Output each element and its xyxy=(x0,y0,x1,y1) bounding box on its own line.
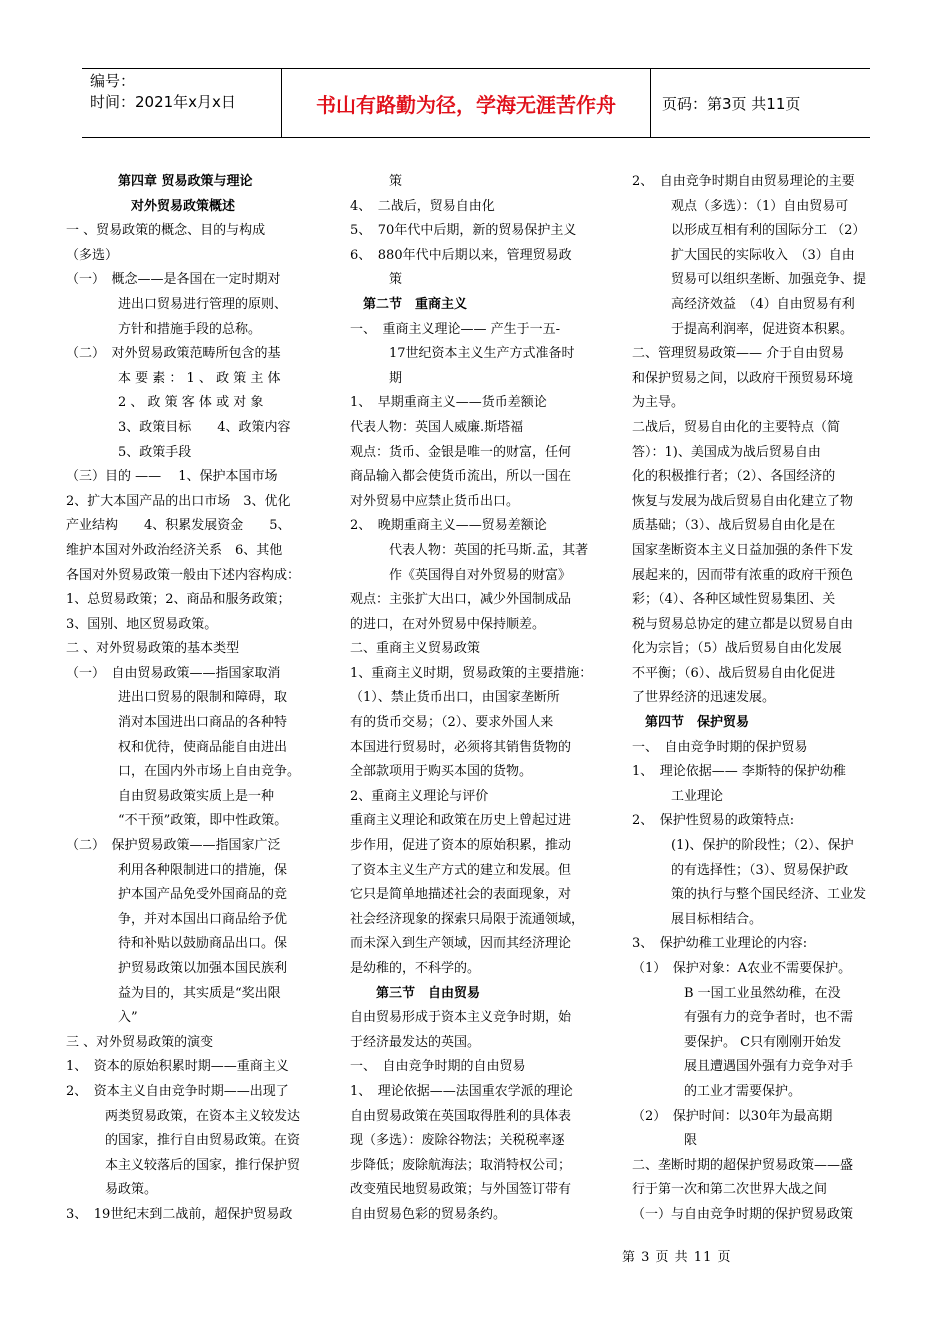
text-line: 现（多选）：废除谷物法；关税税率逐 xyxy=(350,1133,565,1149)
text-line: 本主义较落后的国家，推行保护贸 xyxy=(66,1157,301,1173)
text-line: 观点：货币、金银是唯一的财富，任何 xyxy=(350,444,572,460)
text-line: 展目标相结合。 xyxy=(632,911,763,927)
text-line: 利用各种限制进口的措施，保 xyxy=(66,862,288,878)
text-line: 2、 保护性贸易的政策特点: xyxy=(632,813,795,829)
text-line: 三 、对外贸易政策的演变 xyxy=(66,1034,214,1050)
header-meta xyxy=(82,69,282,137)
text-line: 权和优待，使商品能自由进出 xyxy=(66,739,288,755)
text-line: 一、 自由竞争时期的保护贸易 xyxy=(632,739,808,755)
text-line: （一） 自由贸易政策——指国家取消 xyxy=(66,665,281,681)
text-line: 自由贸易形成于资本主义竞争时期，始 xyxy=(350,1010,572,1026)
text-line: 本国进行贸易时，必须将其销售货物的 xyxy=(350,739,572,755)
text-line: 维护本国对外政治经济关系 6、其他 xyxy=(66,542,283,558)
text-line: 全部款项用于购买本国的货物。 xyxy=(350,764,533,780)
text-line: 步作用，促进了资本的原始积累，推动 xyxy=(350,838,572,854)
text-line: 的有选择性；（3）、贸易保护政 xyxy=(632,862,849,878)
text-line: 重商主义理论和政策在历史上曾起过进 xyxy=(350,813,572,829)
text-column-3 xyxy=(632,170,888,1228)
text-line: 为主导。 xyxy=(632,395,685,411)
text-column-2 xyxy=(350,170,604,1228)
text-line: 1、总贸易政策；2、商品和服务政策； xyxy=(66,592,291,608)
text-line: 自由贸易政策实质上是一种 xyxy=(66,788,275,804)
header-motto: 书山有路勤为径，学海无涯苦作舟 xyxy=(282,69,651,137)
text-line: 它只是简单地描述社会的表面现象，对 xyxy=(350,887,572,903)
text-line: 进出口贸易的限制和障碍，取 xyxy=(66,690,288,706)
text-line: 一 、贸易政策的概念、目的与构成 xyxy=(66,223,266,239)
text-line: 是幼稚的，不科学的。 xyxy=(350,961,481,976)
text-line: 争，并对本国出口商品给予优 xyxy=(66,911,288,927)
text-line: 2、 资本主义自由竞争时期——出现了 xyxy=(66,1083,289,1099)
text-line: 代表人物：英国人威廉.斯塔福 xyxy=(350,419,524,435)
text-line: 二战后，贸易自由化的主要特点（简 xyxy=(632,419,841,435)
text-line: 步降低；废除航海法；取消特权公司； xyxy=(350,1157,572,1173)
text-line: 展起来的，因而带有浓重的政府干预色 xyxy=(632,567,854,583)
header-page-info: 页码：第3页 共11页 xyxy=(662,94,801,113)
time-label: 时间：2021年x月x日 xyxy=(90,93,236,111)
text-line: 策 xyxy=(350,272,403,288)
text-line: 社会经济现象的探索只局限于流通领域， xyxy=(350,911,585,927)
text-line: 的国家，推行自由贸易政策。在资 xyxy=(66,1133,301,1149)
text-line: 策 xyxy=(350,174,403,189)
text-line: 彩；（4）、各种区域性贸易集团、关 xyxy=(632,592,836,608)
text-line: 1、 理论依据—— 李斯特的保护幼稚 xyxy=(632,764,846,780)
text-line: 消对本国进出口商品的各种特 xyxy=(66,715,288,731)
text-line: 2、扩大本国产品的出口市场 3、优化 xyxy=(66,493,291,509)
text-line: 不平衡；（6）、战后贸易自由化促进 xyxy=(632,665,836,681)
text-line: 5、 70年代中后期，新的贸易保护主义 xyxy=(350,223,577,239)
text-line: 1、 资本的原始积累时期——重商主义 xyxy=(66,1059,289,1075)
text-line: 两类贸易政策，在资本主义较发达 xyxy=(66,1108,301,1124)
text-line: 一、 重商主义理论—— 产生于一五- xyxy=(350,321,561,337)
text-line: 入” xyxy=(66,1010,138,1026)
text-line: 观点（多选）：（1）自由贸易可 xyxy=(632,198,849,214)
text-line: 于经济最发达的英国。 xyxy=(350,1034,481,1050)
text-line: 以形成互相有利的国际分工 （2） xyxy=(632,223,866,239)
text-line: “不干预”政策，即中性政策。 xyxy=(66,813,288,829)
text-line: 益为目的，其实质是“奖出限 xyxy=(66,985,281,1001)
text-line: 工业理论 xyxy=(632,788,724,804)
text-line: 1、 理论依据——法国重农学派的理论 xyxy=(350,1083,573,1099)
text-line: 了世界经济的迅速发展。 xyxy=(632,690,776,706)
text-line: （1）、禁止货币出口，由国家垄断所 xyxy=(350,690,560,706)
text-line: 产业结构 4、积累发展资金 5、 xyxy=(66,518,291,534)
text-line: （二） 对外贸易政策范畴所包含的基 xyxy=(66,346,281,362)
text-line: 限 xyxy=(632,1133,698,1149)
text-line: 17世纪资本主义生产方式准备时 xyxy=(350,346,575,362)
text-line: 各国对外贸易政策一般由下述内容构成： xyxy=(66,567,301,583)
text-line: 方针和措施手段的总称。 xyxy=(66,321,262,337)
text-line: 有强有力的竞争者时，也不需 xyxy=(632,1010,854,1026)
text-line: 对外贸易政策概述 xyxy=(66,198,236,214)
text-line: 于提高利润率，促进资本积累。 xyxy=(632,321,854,337)
text-line: 进出口贸易进行管理的原则、 xyxy=(66,296,288,312)
text-line: （三）目的 —— 1、保护本国市场 xyxy=(66,469,278,485)
text-line: B 一国工业虽然幼稚，在没 xyxy=(632,985,841,1001)
text-line: 第二节 重商主义 xyxy=(350,296,468,312)
text-line: 商品输入都会使货币流出，所以一国在 xyxy=(350,469,572,485)
text-line: 易政策。 xyxy=(66,1182,158,1198)
text-line: 3、 19世纪末到二战前，超保护贸易政 xyxy=(66,1206,293,1222)
text-line: 6、 880年代中后期以来，管理贸易政 xyxy=(350,247,572,263)
text-line: 代表人物：英国的托马斯.孟，其著 xyxy=(350,542,589,558)
text-line: 而未深入到生产领域，因而其经济理论 xyxy=(350,936,572,952)
text-line: 恢复与发展为战后贸易自由化建立了物 xyxy=(632,493,854,509)
text-line: 一、 自由竞争时期的自由贸易 xyxy=(350,1059,526,1075)
text-line: 二、垄断时期的超保护贸易政策——盛 xyxy=(632,1157,854,1173)
text-line: 要保护。 C只有刚刚开始发 xyxy=(632,1034,842,1050)
text-line: 了资本主义生产方式的建立和发展。但 xyxy=(350,862,572,878)
text-line: 二 、对外贸易政策的基本类型 xyxy=(66,641,240,657)
text-line: （2） 保护时间：以30年为最高期 xyxy=(632,1108,833,1124)
text-column-1 xyxy=(66,170,322,1228)
text-line: （二） 保护贸易政策——指国家广泛 xyxy=(66,838,281,854)
text-line: 贸易可以组织垄断、加强竞争、提 xyxy=(632,272,867,288)
text-line: 3、 保护幼稚工业理论的内容: xyxy=(632,936,808,952)
text-line: 对外贸易中应禁止货币出口。 xyxy=(350,493,520,509)
text-line: 1、 早期重商主义——货币差额论 xyxy=(350,395,547,411)
text-line: 2、重商主义理论与评价 xyxy=(350,788,489,804)
text-line: 口，在国内外市场上自由竞争。 xyxy=(66,764,301,780)
text-line: 自由贸易政策在英国取得胜利的具体表 xyxy=(350,1108,572,1124)
text-line: 展且遭遇国外强有力竞争对手 xyxy=(632,1059,854,1075)
text-line: 2、 晚期重商主义——贸易差额论 xyxy=(350,518,547,534)
text-line: 改变殖民地贸易政策；与外国签订带有 xyxy=(350,1182,572,1198)
text-line: 第四章 贸易政策与理论 xyxy=(66,174,253,189)
text-line: 第四节 保护贸易 xyxy=(632,715,750,731)
text-line: 和保护贸易之间，以政府干预贸易环境 xyxy=(632,370,854,386)
page-header xyxy=(82,68,870,138)
text-line: 2 、 政 策 客 体 或 对 象 xyxy=(66,395,264,411)
text-line: （1） 保护对象：A农业不需要保护。 xyxy=(632,961,852,976)
text-line: 扩大国民的实际收入 （3）自由 xyxy=(632,247,855,263)
text-line: 化的积极推行者；（2）、各国经济的 xyxy=(632,469,836,485)
text-line: 质基础；（3）、战后贸易自由化是在 xyxy=(632,518,836,534)
text-line: （多选） xyxy=(66,247,119,263)
text-line: 二、管理贸易政策—— 介于自由贸易 xyxy=(632,346,845,362)
text-line: 4、 二战后，贸易自由化 xyxy=(350,198,495,214)
text-line: （一） 概念——是各国在一定时期对 xyxy=(66,272,281,288)
text-line: （一）与自由竞争时期的保护贸易政策 xyxy=(632,1206,854,1222)
number-label: 编号： xyxy=(90,72,136,90)
text-line: 期 xyxy=(350,370,403,386)
text-line: 自由贸易色彩的贸易条约。 xyxy=(350,1206,507,1222)
text-line: 3、政策目标 4、政策内容 xyxy=(66,419,291,435)
text-line: 行于第一次和第二次世界大战之间 xyxy=(632,1182,828,1198)
text-line: 的工业才需要保护。 xyxy=(632,1083,802,1099)
text-line: 护贸易政策以加强本国民族利 xyxy=(66,961,288,976)
text-line: (1)、保护的阶段性；（2）、保护 xyxy=(632,838,854,854)
text-line: 3、国别、地区贸易政策。 xyxy=(66,616,218,632)
text-line: 5、政策手段 xyxy=(66,444,192,460)
text-line: 护本国产品免受外国商品的竞 xyxy=(66,887,288,903)
text-line: 的进口，在对外贸易中保持顺差。 xyxy=(350,616,546,632)
text-line: 税与贸易总协定的建立都是以贸易自由 xyxy=(632,616,854,632)
text-line: 观点：主张扩大出口，减少外国制成品 xyxy=(350,592,572,608)
text-line: 国家垄断资本主义日益加强的条件下发 xyxy=(632,542,854,558)
text-line: 2、 自由竞争时期自由贸易理论的主要 xyxy=(632,174,855,189)
text-line: 1、重商主义时期，贸易政策的主要措施： xyxy=(350,665,593,681)
text-line: 策的执行与整个国民经济、工业发 xyxy=(632,887,867,903)
text-line: 第三节 自由贸易 xyxy=(350,985,481,1001)
text-line: 答）：1)、美国成为战后贸易自由 xyxy=(632,444,821,460)
text-line: 本 要 素 ： 1 、 政 策 主 体 xyxy=(66,370,281,386)
text-line: 作《英国得自对外贸易的财富》 xyxy=(350,567,572,583)
text-line: 有的货币交易；（2）、要求外国人来 xyxy=(350,715,554,731)
text-line: 化为宗旨；（5）战后贸易自由化发展 xyxy=(632,641,842,657)
text-line: 待和补贴以鼓励商品出口。保 xyxy=(66,936,288,952)
text-line: 二、重商主义贸易政策 xyxy=(350,641,481,657)
text-line: 高经济效益 （4）自由贸易有利 xyxy=(632,296,855,312)
page-footer: 第 3 页 共 11 页 xyxy=(622,1250,732,1265)
